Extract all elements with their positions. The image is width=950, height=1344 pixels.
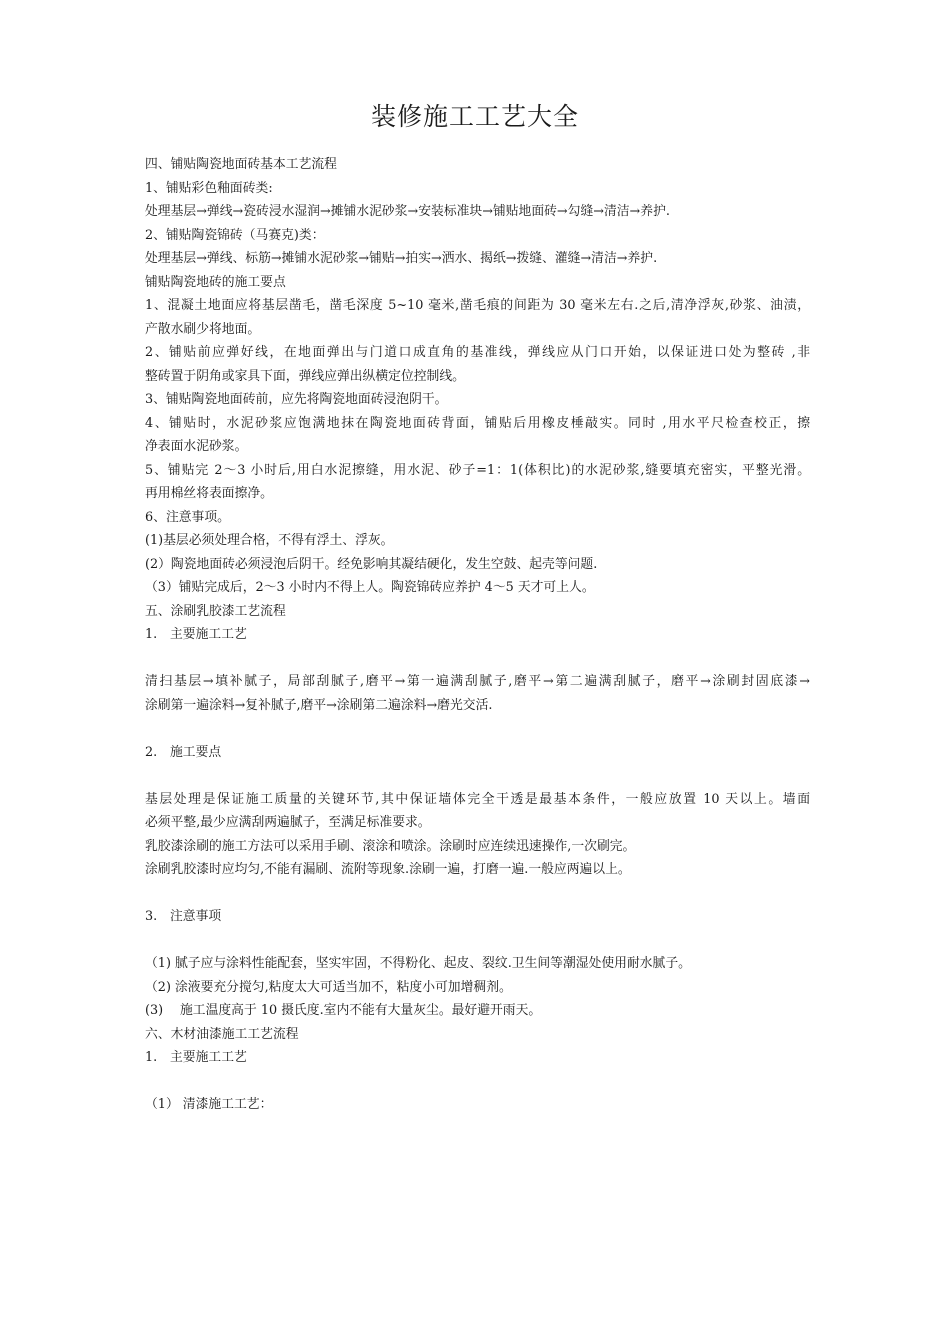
text-line: 铺贴陶瓷地砖的施工要点 <box>145 274 286 290</box>
section-heading: 五、涂刷乳胶漆工艺流程 <box>145 603 286 619</box>
text-line: 2、铺贴陶瓷锦砖（马赛克)类： <box>145 227 325 243</box>
text-line: 处理基层→弹线→瓷砖浸水湿润→摊铺水泥砂浆→安装标准块→铺贴地面砖→勾缝→清洁→养护. <box>145 204 670 219</box>
blank-line <box>145 764 810 788</box>
text-line: （1) 腻子应与涂料性能配套，坚实牢固，不得粉化、起皮、裂纹.卫生间等潮湿处使用耐水腻子。 <box>145 956 691 971</box>
text-line: 涂刷乳胶漆时应均匀,不能有漏刷、流附等现象.涂刷一遍，打磨一遍.一般应两遍以上。 <box>145 862 631 877</box>
subsection-heading: 1. 主要施工工艺 <box>145 627 247 642</box>
text-line: 6、注意事项。 <box>145 509 230 525</box>
section-heading: 六、木材油漆施工工艺流程 <box>145 1026 299 1042</box>
text-line: 整砖置于阴角或家具下面，弹线应弹出纵横定位控制线。 <box>145 368 465 384</box>
text-line: 1、铺贴彩色釉面砖类: <box>145 180 273 196</box>
text-line: (1)基层必须处理合格，不得有浮土、浮灰。 <box>145 533 394 548</box>
text-line: (3) 施工温度高于 10 摄氏度.室内不能有大量灰尘。最好避开雨天。 <box>145 1003 542 1018</box>
text-line: 3、铺贴陶瓷地面砖前，应先将陶瓷地面砖浸泡阴干。 <box>145 392 448 407</box>
text-line: 1、混凝土地面应将基层凿毛，凿毛深度 5~10 毫米,凿毛痕的间距为 30 毫米左右.之后,清净浮灰,砂浆、油渍， <box>145 298 810 313</box>
blank-line <box>145 1070 810 1094</box>
blank-line <box>145 717 810 741</box>
section-heading: 四、铺贴陶瓷地面砖基本工艺流程 <box>145 157 337 172</box>
blank-line <box>145 929 810 953</box>
text-line: 处理基层→弹线、标筋→摊铺水泥砂浆→铺贴→拍实→洒水、揭纸→拨缝、灌缝→清洁→养护. <box>145 251 658 266</box>
document-body <box>145 153 810 1117</box>
document-title: 装修施工工艺大全 <box>370 102 579 131</box>
text-line: (2）陶瓷地面砖必须浸泡后阴干。经免影响其凝结硬化，发生空鼓、起壳等问题. <box>145 556 598 572</box>
subsection-heading: 1. 主要施工工艺 <box>145 1050 247 1065</box>
text-line: 清扫基层→填补腻子，局部刮腻子,磨平→第一遍满刮腻子,磨平→第二遍满刮腻子，磨平→涂刷封固底漆→ <box>145 674 810 689</box>
text-line: 4、铺贴时，水泥砂浆应饱满地抹在陶瓷地面砖背面，铺贴后用橡皮棰敲实。同时 ,用水平尺检查校正，擦 <box>145 415 810 431</box>
text-line: 涂刷第一遍涂料→复补腻子,磨平→涂刷第二遍涂料→磨光交活. <box>145 697 493 713</box>
blank-line <box>145 882 810 906</box>
text-line: （1） 清漆施工工艺： <box>145 1097 273 1112</box>
text-line: 产散水刷少将地面。 <box>145 321 261 337</box>
text-line: 5、铺贴完 2～3 小时后,用白水泥擦缝，用水泥、砂子=1：1(体积比)的水泥砂浆,缝要填充密实，平整光滑。 <box>145 462 810 478</box>
text-line: （2) 涂液要充分搅匀,粘度太大可适当加不，粘度小可加增稠剂。 <box>145 979 512 995</box>
text-line: 再用棉丝将表面擦净。 <box>145 486 273 501</box>
subsection-heading: 3. 注意事项 <box>145 909 222 924</box>
text-line: 净表面水泥砂浆。 <box>145 439 248 454</box>
text-line: 基层处理是保证施工质量的关键环节,其中保证墙体完全干透是最基本条件，一般应放置 10 天以上。墙面 <box>145 791 810 807</box>
subsection-heading: 2. 施工要点 <box>145 744 222 760</box>
text-line: 必须平整,最少应满刮两遍腻子，至满足标准要求。 <box>145 815 431 830</box>
text-line: 2、铺贴前应弹好线，在地面弹出与门道口成直角的基准线，弹线应从门口开始，以保证进口处为整砖 ,非 <box>145 345 810 360</box>
text-line: （3）铺贴完成后，2～3 小时内不得上人。陶瓷锦砖应养护 4～5 天才可上人。 <box>145 580 595 595</box>
text-line: 乳胶漆涂刷的施工方法可以采用手刷、滚涂和喷涂。涂刷时应连续迅速操作,一次刷完。 <box>145 838 636 854</box>
blank-line <box>145 647 810 671</box>
